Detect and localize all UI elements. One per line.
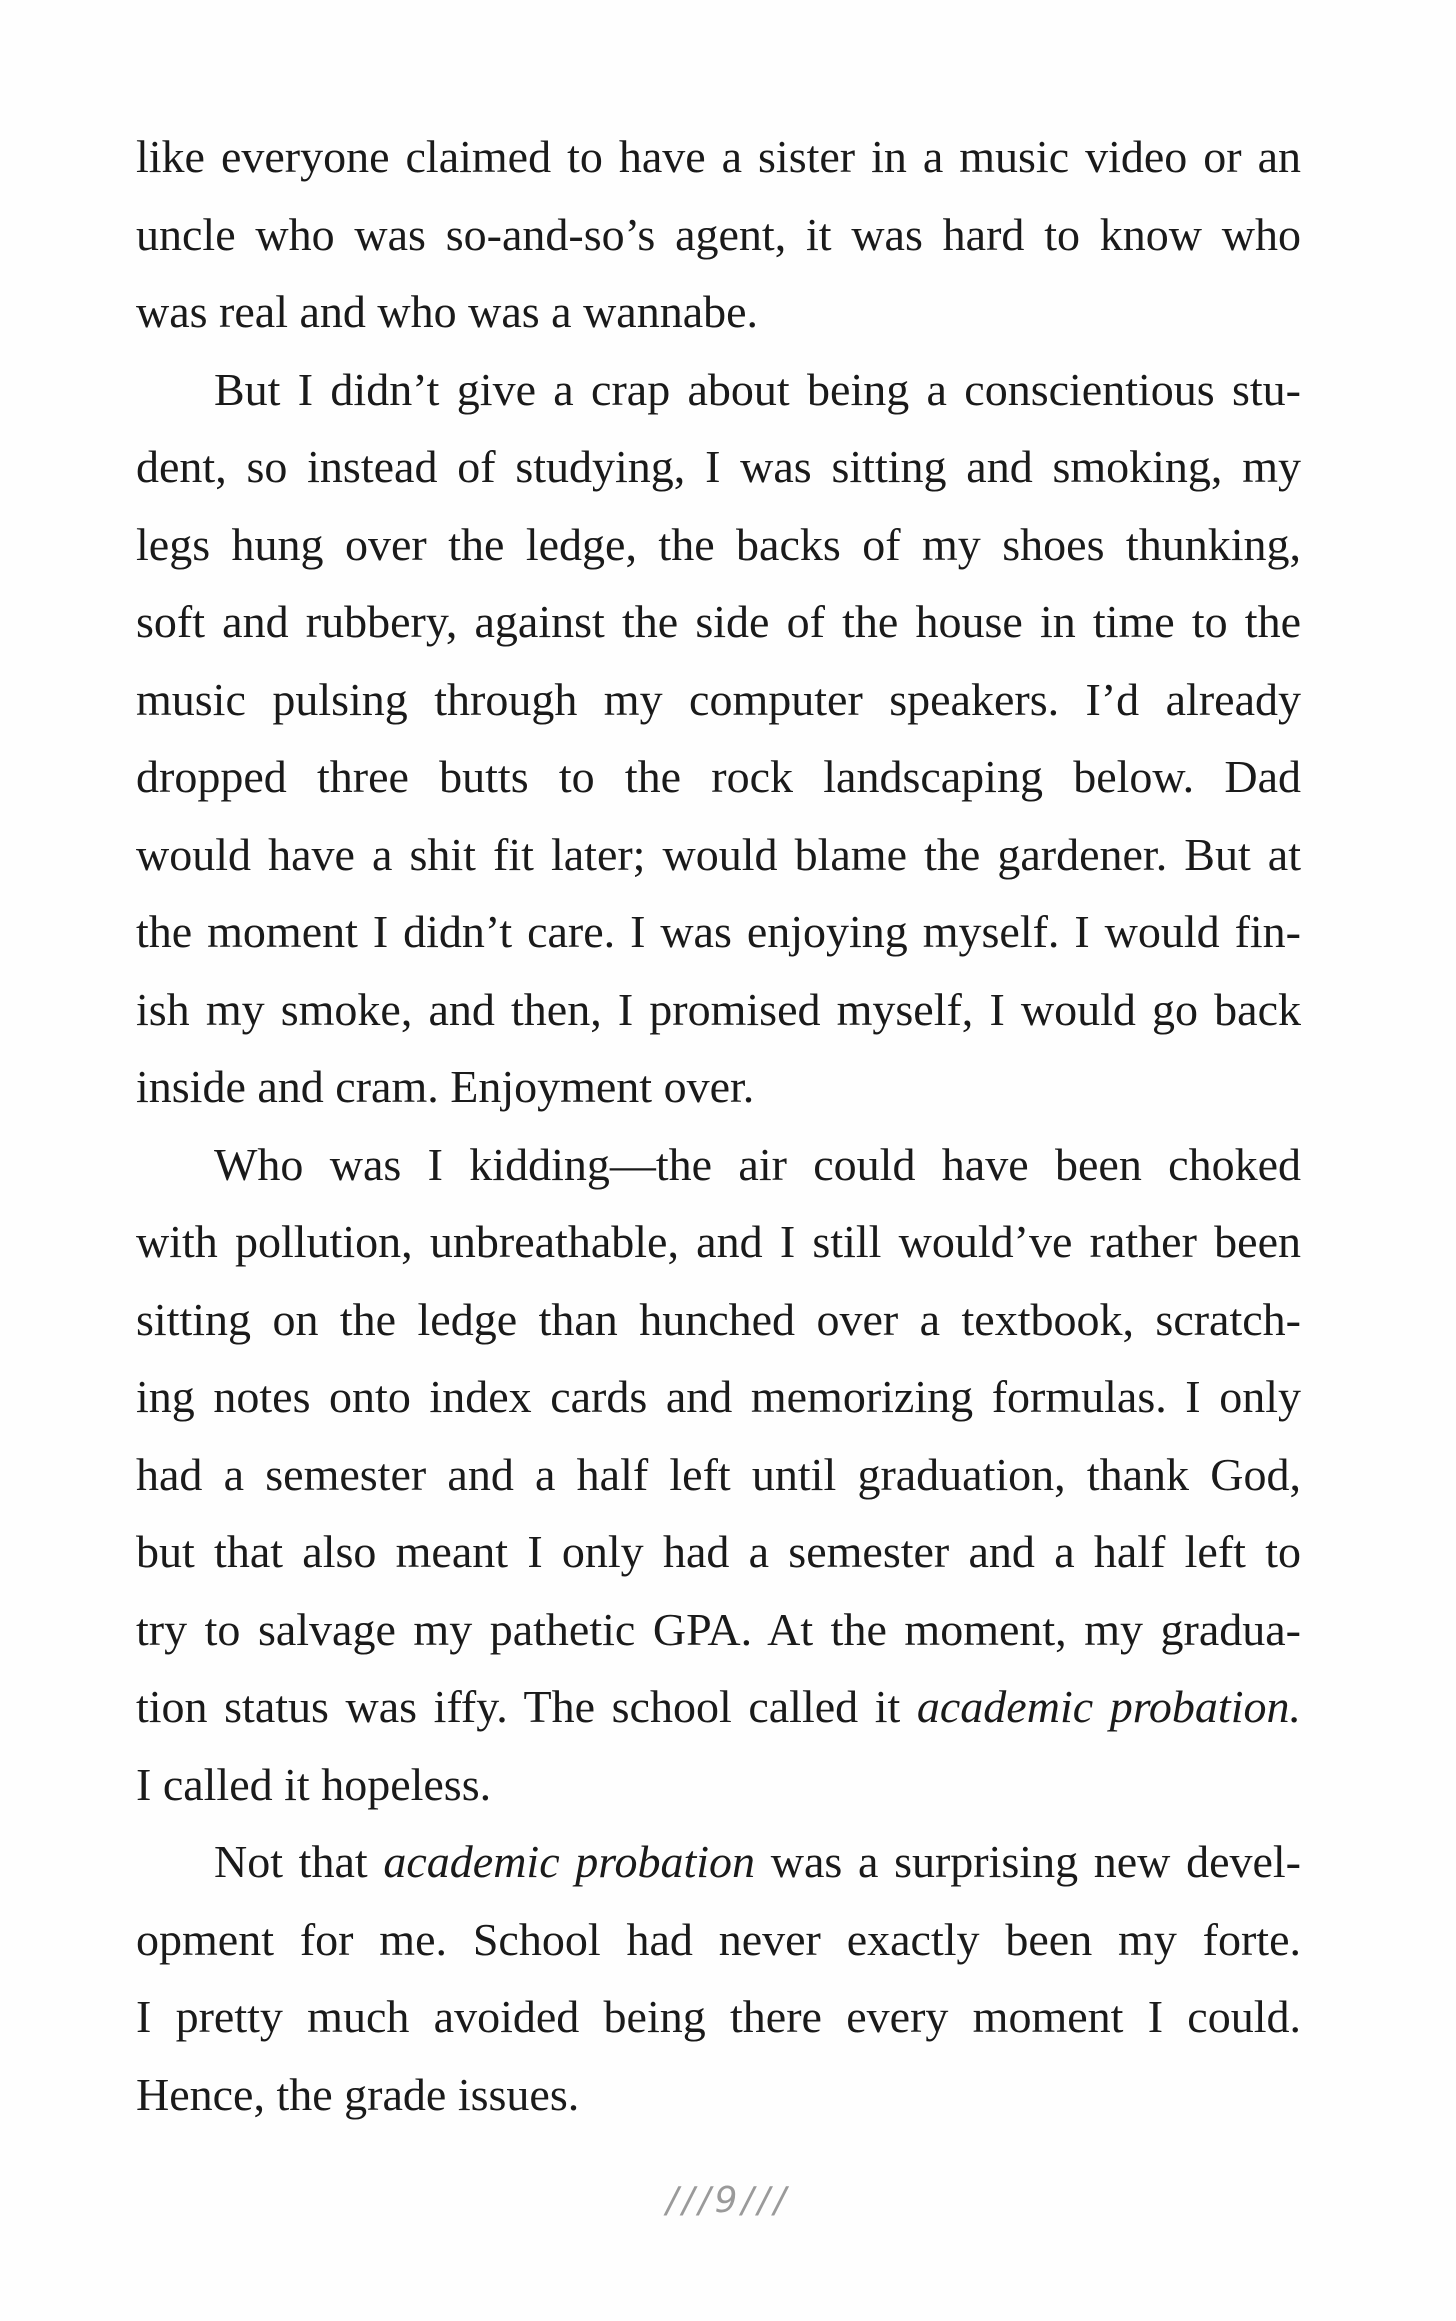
page-number: ///9/// [666,2180,790,2221]
italic-term: academic probation [383,1836,756,1887]
text-run: tion status was iffy. The school called it [136,1681,917,1732]
text-line: the moment I didn’t care. I was enjoying myself. I would fin- [136,906,1301,957]
text-line: music pulsing through my computer speakers. I’d already [136,673,1301,725]
text-line-mixed [136,1823,1301,1901]
text-line: with pollution, unbreathable, and I still would’ve rather been [136,1216,1301,1267]
text-line: soft and rubbery, against the side of the house in time to the [136,596,1301,647]
text-line: ish my smoke, and then, I promised myself, I would go back [136,983,1301,1035]
paragraph [136,1126,1301,1824]
text-line: dent, so instead of studying, I was sitting and smoking, my [136,441,1301,492]
text-line: I called it hopeless. [136,1758,492,1810]
text-line: ing notes onto index cards and memorizing formulas. I only [136,1371,1301,1422]
text-line: legs hung over the ledge, the backs of my shoes thunking, [136,518,1301,570]
text-line: would have a shit fit later; would blame the gardener. But at [136,828,1301,880]
text-run: Not that [214,1836,384,1887]
text-line: but that also meant I only had a semester and a half left to [136,1526,1301,1577]
italic-term: academic probation. [916,1681,1301,1732]
paragraph [136,351,1301,1126]
text-line: had a semester and a half left until graduation, thank God, [136,1448,1301,1500]
text-line: Who was I kidding—the air could have been choked [214,1138,1301,1190]
text-line: uncle who was so-and-so’s agent, it was hard to know who [136,208,1301,260]
text-line: inside and cram. Enjoyment over. [136,1061,755,1112]
text-run: was a surprising new devel- [755,1836,1302,1887]
text-line: dropped three butts to the rock landscaping below. Dad [136,751,1301,802]
body-text [136,118,1301,2133]
text-line: Hence, the grade issues. [136,2068,580,2120]
text-line: try to salvage my pathetic GPA. At the moment, my gradua- [136,1603,1301,1655]
text-line-mixed [136,1668,1301,1746]
paragraph [136,118,1301,351]
text-line: was real and who was a wannabe. [136,286,759,337]
text-line: opment for me. School had never exactly been my forte. [136,1913,1301,1965]
paragraph [136,1823,1301,2133]
text-line: I pretty much avoided being there every moment I could. [136,1991,1301,2042]
text-line: But I didn’t give a crap about being a conscientious stu- [214,363,1301,415]
text-line: sitting on the ledge than hunched over a textbook, scratch- [136,1293,1301,1345]
text-line: like everyone claimed to have a sister in a music video or an [136,131,1301,182]
